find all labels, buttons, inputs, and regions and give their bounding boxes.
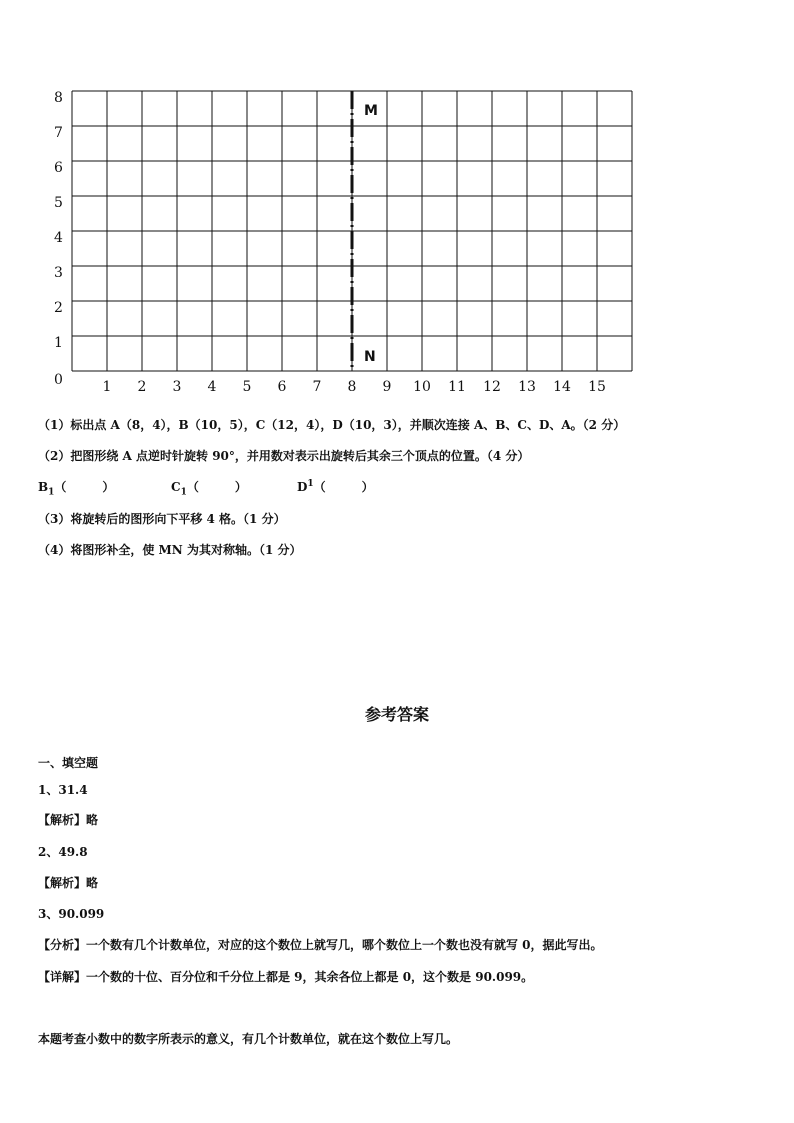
x-tick-label: 6: [277, 379, 287, 395]
x-tick-label: 11: [448, 379, 466, 395]
x-tick-label: 15: [588, 379, 606, 395]
question-1: （1）标出点 A（8，4），B（10，5），C（12，4），D（10，3），并顺次连接 A、B、C、D、A。（2 分）: [38, 418, 626, 432]
x-tick-label: 1: [102, 379, 112, 395]
blank-d1: $D^1$（ ）: [297, 479, 374, 494]
coordinate-grid: [0, 0, 794, 400]
x-tick-label: 2: [137, 379, 147, 395]
question-2: （2）把图形绕 A 点逆时针旋转 90°，并用数对表示出旋转后其余三个顶点的位置。（4 分）: [38, 449, 530, 463]
y-tick-label: 4: [54, 230, 63, 246]
question-4: （4）将图形补全，使 MN 为其对称轴。（1 分）: [38, 543, 302, 557]
y-tick-label: 7: [54, 125, 63, 141]
x-tick-label: 3: [172, 379, 182, 395]
x-tick-label: 14: [553, 379, 571, 395]
answer-2-analysis: 【解析】略: [38, 876, 99, 890]
label-m: M: [364, 103, 378, 119]
answer-3-detail: 【详解】一个数的十位、百分位和千分位上都是 9，其余各位上都是 0，这个数是 90.099。: [38, 970, 534, 984]
y-tick-label: 1: [54, 335, 63, 351]
blank-b1-input[interactable]: （ ）: [54, 480, 115, 494]
blank-c1: $C_1$（ ）: [171, 480, 247, 498]
summary: 本题考查小数中的数字所表示的意义，有几个计数单位，就在这个数位上写几。: [38, 1032, 459, 1046]
x-tick-label: 7: [312, 379, 322, 395]
y-axis-labels: [54, 90, 63, 388]
answer-3: 3、90.099: [38, 907, 105, 921]
x-axis-labels: [103, 379, 606, 395]
answer-1: 1、31.4: [38, 783, 88, 797]
answer-3-analysis: 【分析】一个数有几个计数单位，对应的这个数位上就写几，哪个数位上一个数也没有就写 0，据此写出。: [38, 938, 603, 952]
answer-1-analysis: 【解析】略: [38, 813, 99, 827]
y-tick-label: 5: [54, 195, 63, 211]
question-3: （3）将旋转后的图形向下平移 4 格。（1 分）: [38, 512, 286, 526]
x-tick-label: 5: [242, 379, 252, 395]
y-tick-label: 8: [54, 90, 63, 106]
y-tick-label: 6: [54, 160, 63, 176]
x-tick-label: 12: [483, 379, 501, 395]
answer-title: 参考答案: [364, 705, 429, 724]
answer-2: 2、49.8: [38, 845, 88, 859]
y-tick-label: 0: [54, 372, 63, 388]
y-tick-label: 3: [54, 265, 63, 281]
blank-b1: $B_1$（ ）: [38, 480, 115, 498]
x-tick-label: 13: [518, 379, 536, 395]
label-n: N: [364, 349, 376, 365]
x-tick-label: 9: [382, 379, 392, 395]
blank-c1-input[interactable]: （ ）: [186, 480, 247, 494]
section-heading: 一、填空题: [38, 756, 99, 770]
x-tick-label: 10: [413, 379, 431, 395]
y-tick-label: 2: [54, 300, 63, 316]
x-tick-label: 8: [347, 379, 357, 395]
blank-d1-input[interactable]: （ ）: [313, 480, 374, 494]
x-tick-label: 4: [207, 379, 217, 395]
